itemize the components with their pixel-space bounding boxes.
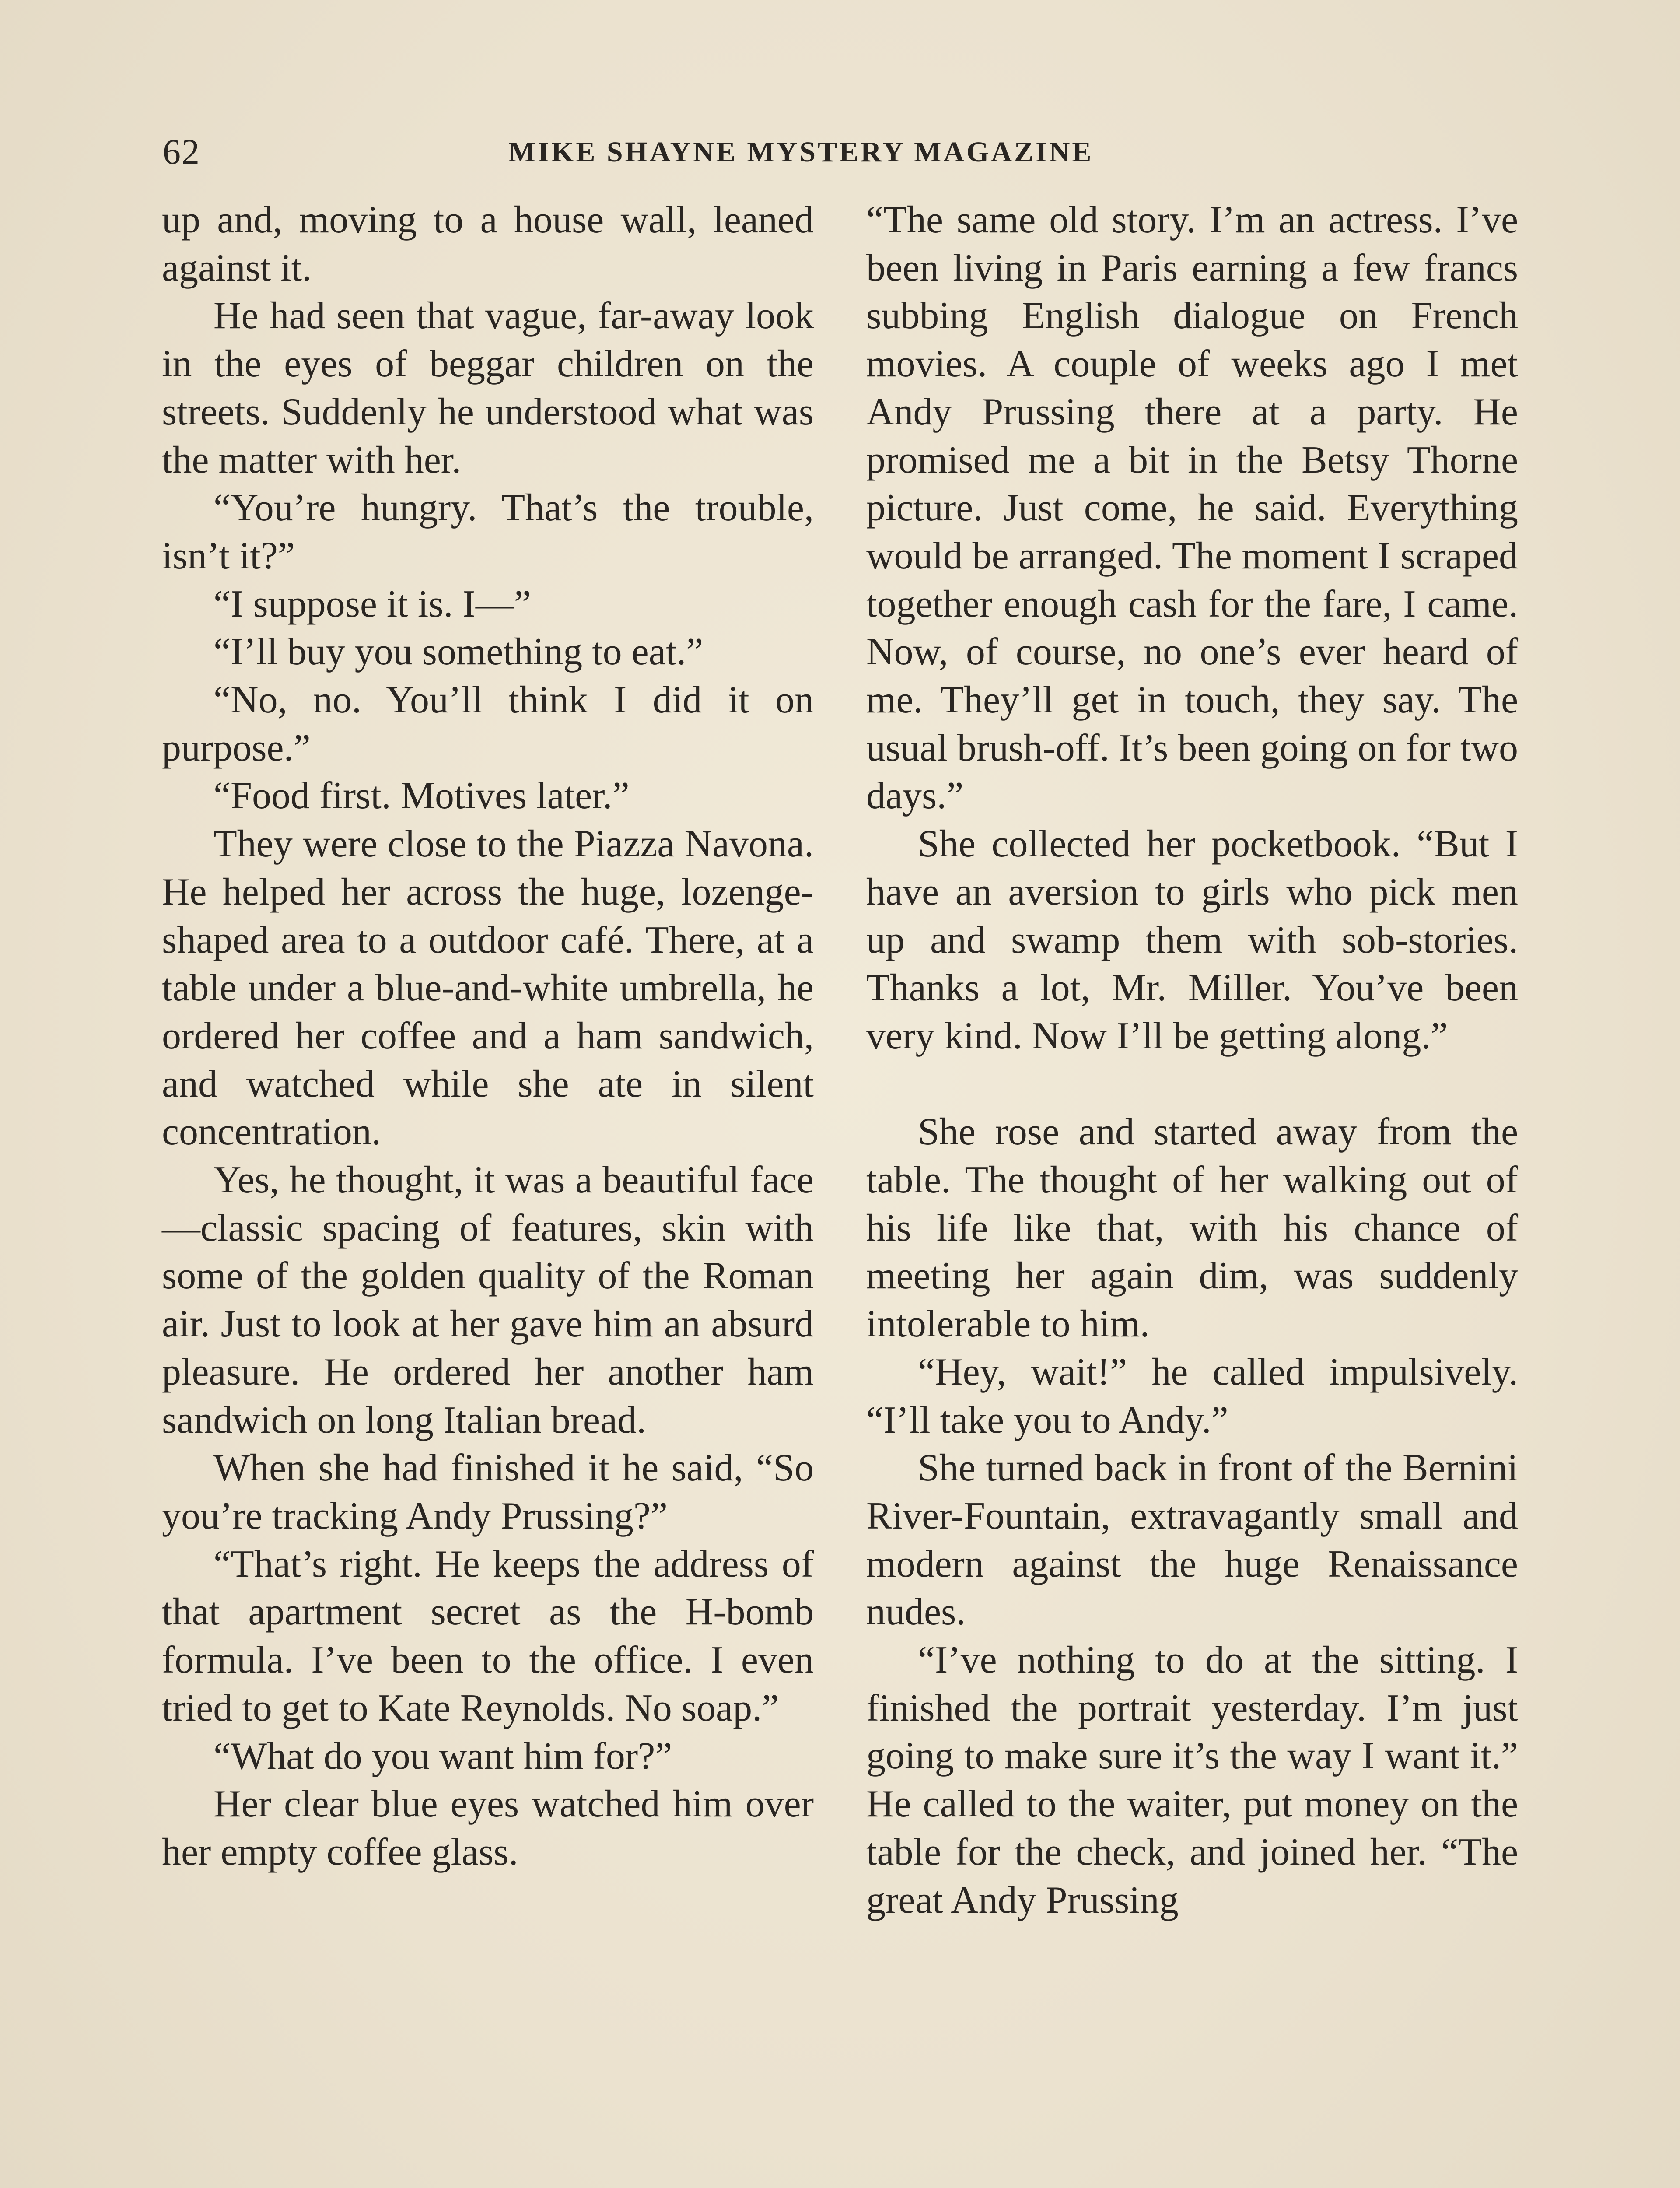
running-title: MIKE SHAYNE MYSTERY MAGAZINE: [508, 136, 1094, 168]
right-column: [866, 196, 1518, 1924]
paragraph: “I’ve nothing to do at the sitting. I finished the portrait yesterday. I’m just going to make sure it’s the way I want it.” He called to the waiter, put money on the table for the check, and joined her. “The great Andy Prussing: [866, 1639, 1518, 1922]
page-header: [163, 131, 1519, 179]
left-column: [162, 196, 814, 1876]
page-number: 62: [163, 132, 200, 172]
paragraph: up and, moving to a house wall, leaned against it.: [162, 199, 814, 289]
paragraph: “What do you want him for?”: [214, 1735, 672, 1778]
paragraph: When she had finished it he said, “So you’re tracking Andy Prussing?”: [162, 1447, 814, 1537]
paragraph: She turned back in front of the Bernini River-Fountain, extravagantly small and modern against the huge Renaissance nudes.: [866, 1447, 1518, 1634]
paragraph: “Food first. Motives later.”: [214, 775, 630, 817]
paragraph: She rose and started away from the table. The thought of her walking out of his life like that, with his chance of meeting her again dim, was suddenly intolerable to him.: [866, 1111, 1518, 1346]
paragraph: Yes, he thought, it was a beautiful face—classic spacing of features, skin with some of the golden quality of the Roman air. Just to look at her gave him an absurd pleasure. He ordered her another ham sandwich on long Italian bread.: [162, 1159, 814, 1441]
paragraph: She collected her pocketbook. “But I have an aversion to girls who pick men up and swamp them with sob-stories. Thanks a lot, Mr. Miller. You’ve been very kind. Now I’ll be getting along.”: [866, 823, 1518, 1057]
paragraph: “I suppose it is. I—”: [214, 582, 531, 625]
paragraph: Her clear blue eyes watched him over her empty coffee glass.: [162, 1783, 814, 1873]
paragraph: “The same old story. I’m an actress. I’ve been living in Paris earning a few francs subbing English dialogue on French movies. A couple of weeks ago I met Andy Prussing there at a party. He promised me a bit in the Betsy Thorne picture. Just come, he said. Everything would be arranged. The moment I scraped together enough cash for the fare, I came. Now, of course, no one’s ever heard of me. They’ll get in touch, they say. The usual brush-off. It’s been going on for two days.”: [866, 199, 1518, 817]
paragraph: “You’re hungry. That’s the trouble, isn’t it?”: [162, 487, 814, 577]
paragraph: “I’ll buy you something to eat.”: [214, 631, 704, 673]
paragraph: He had seen that vague, far-away look in the eyes of beggar children on the streets. Suddenly he understood what was the matter with her.: [162, 295, 814, 481]
paragraph: “No, no. You’ll think I did it on purpose.”: [162, 679, 814, 769]
paragraph: “That’s right. He keeps the address of that apartment secret as the H-bomb formula. I’ve been to the office. I even tried to get to Kate Reynolds. No soap.”: [162, 1543, 814, 1729]
paragraph: They were close to the Piazza Navona. He helped her across the huge, lozenge-shaped area to a outdoor café. There, at a table under a blue-and-white umbrella, he ordered her coffee and a ham sandwich, and watched while she ate in silent concentration.: [162, 823, 814, 1154]
paragraph: “Hey, wait!” he called impulsively. “I’ll take you to Andy.”: [866, 1350, 1518, 1441]
